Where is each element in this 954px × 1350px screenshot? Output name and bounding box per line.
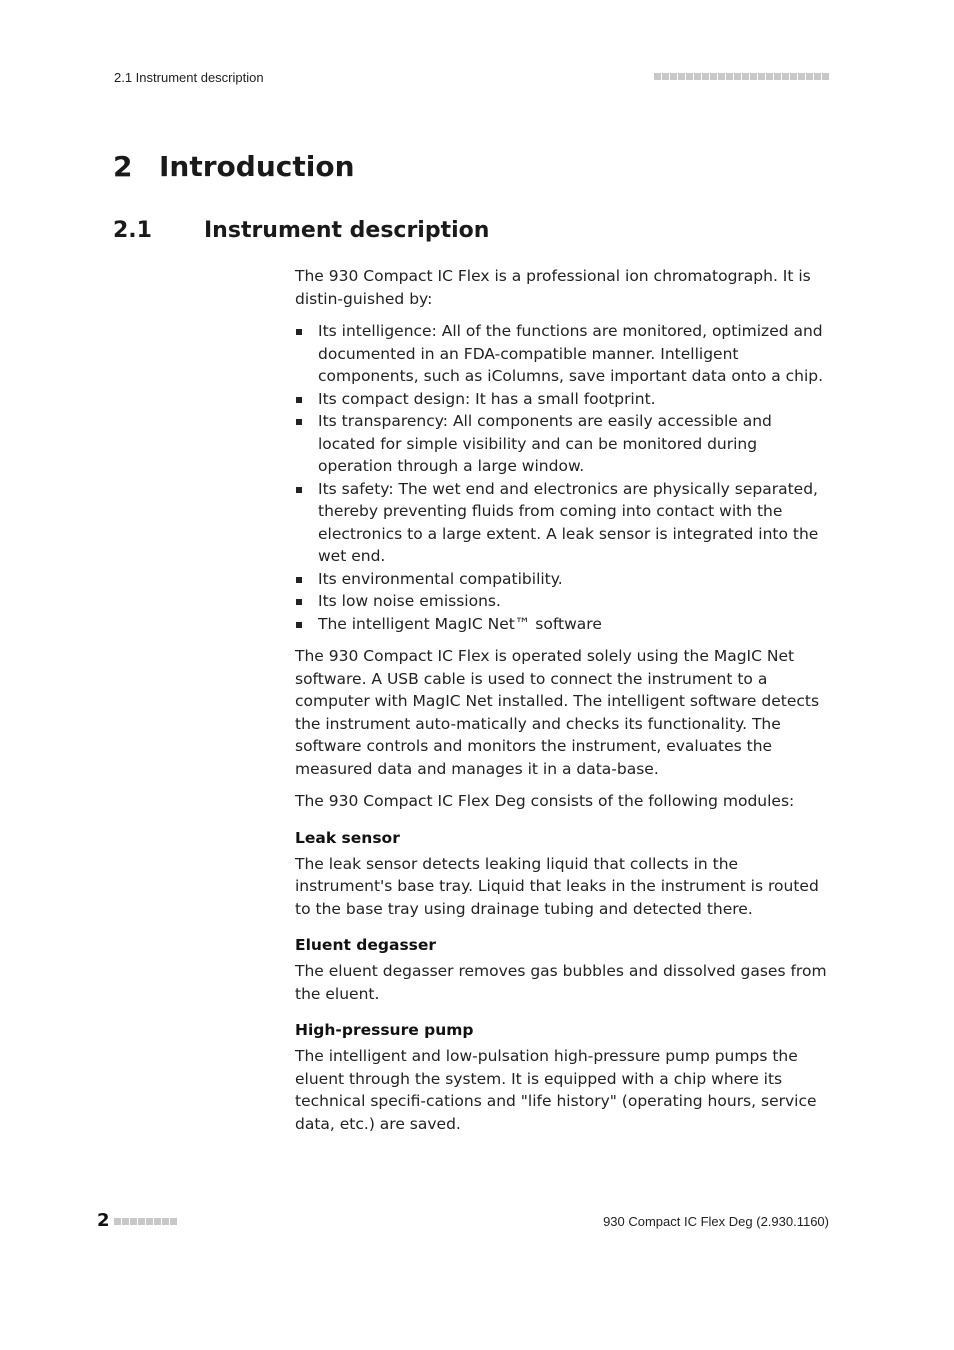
- module-title-high-pressure-pump: High-pressure pump: [295, 1021, 474, 1039]
- list-item: Its low noise emissions.: [295, 590, 831, 613]
- footer-doc-title: 930 Compact IC Flex Deg (2.930.1160): [603, 1214, 829, 1229]
- list-item: The intelligent MagIC Net™ software: [295, 613, 831, 636]
- software-paragraph: The 930 Compact IC Flex is operated solely using the MagIC Net software. A USB cable is used to connect the instrument to a computer with MagIC Net installed. The intelligent software detects the instrument auto-matically and checks its functionality. The software controls and monitors the instrument, evaluates the measured data and manages it in a data-base.: [295, 647, 820, 778]
- module-text-eluent-degasser: The eluent degasser removes gas bubbles and dissolved gases from the eluent.: [295, 962, 827, 1003]
- header-decoration: [654, 73, 829, 80]
- list-item: Its environmental compatibility.: [295, 568, 831, 591]
- chapter-title: Introduction: [159, 150, 355, 183]
- module-text-leak-sensor: The leak sensor detects leaking liquid that collects in the instrument's base tray. Liquid that leaks in the instrument is routed to the base tray using drainage tubing and detected there.: [295, 854, 819, 918]
- module-title-leak-sensor: Leak sensor: [295, 828, 400, 847]
- feature-list: [295, 320, 831, 635]
- section-number: 2.1: [113, 218, 152, 243]
- chapter-heading: [113, 150, 355, 183]
- section-title: Instrument description: [204, 218, 490, 243]
- list-item: Its compact design: It has a small footprint.: [295, 388, 831, 411]
- running-header: 2.1 Instrument description: [114, 70, 264, 85]
- module-text-high-pressure-pump: The intelligent and low-pulsation high-pressure pump pumps the eluent through the system. It is equipped with a chip where its technical specifi-cations and "life history" (operating hours, service data, etc.) are saved.: [295, 1047, 817, 1133]
- footer-decoration: [114, 1218, 177, 1225]
- list-item: Its safety: The wet end and electronics are physically separated, thereby preventing fluids from coming into contact with the electronics to a large extent. A leak sensor is integrated into the wet end.: [295, 478, 831, 568]
- modules-intro: The 930 Compact IC Flex Deg consists of the following modules:: [295, 792, 795, 810]
- list-item: Its intelligence: All of the functions are monitored, optimized and documented in an FDA-compatible manner. Intelligent components, such as iColumns, save important data onto a chip.: [295, 320, 831, 388]
- intro-paragraph: The 930 Compact IC Flex is a professional ion chromatograph. It is distin-guished by:: [295, 267, 811, 308]
- section-heading: [113, 218, 489, 243]
- chapter-number: 2: [113, 150, 133, 183]
- module-title-eluent-degasser: Eluent degasser: [295, 936, 437, 954]
- list-item: Its transparency: All components are easily accessible and located for simple visibility and can be monitored during operation through a large window.: [295, 410, 831, 478]
- body-text: [295, 265, 831, 1145]
- page-number: 2: [97, 1210, 110, 1231]
